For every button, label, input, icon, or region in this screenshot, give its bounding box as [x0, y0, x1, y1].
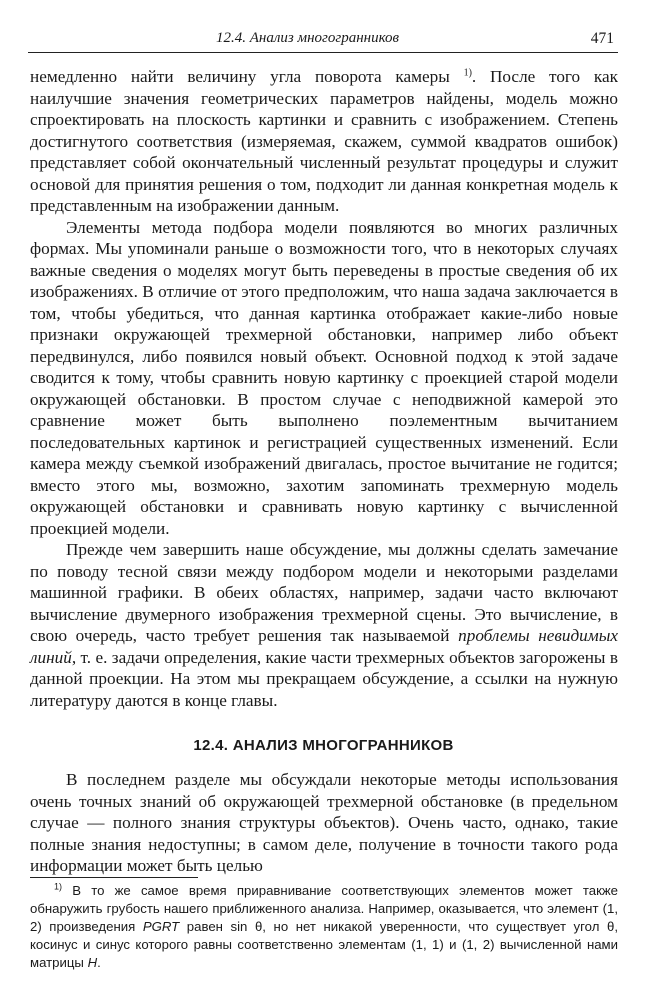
section-paragraph-1: В последнем разделе мы обсуждали некоторые методы использования очень точных знаний об окружающей трехмерной обстановке (в предельном случае — полного знания структуры объектов). Очень часто, однако, такие полные знания недоступны; в самом деле, получение в точности такого рода информации может быть целью: [30, 770, 618, 875]
paragraph-2: Элементы метода подбора модели появляются во многих различных формах. Мы упоминали раньше о возможности того, что в некоторых случаях важные сведения о моделях могут быть переведены в простые сведения об их изображениях. В отличие от этого предположим, что наша задача заключается в том, чтобы убедиться, что данная картинка отображает какие-либо новые признаки окружающей трехмерной обстановки, например либо объект передвинулся, либо появился новый объект. Основной подход к этой задаче сводится к тому, чтобы сравнить новую картинку с проекцией старой модели окружающей обстановки. В простом случае с неподвижной камерой это сравнение может быть выполнено поэлементным вычитанием последовательных картинок и регистрацией существенных изменений. Если камера между съемкой изображений двигалась, простое вычитание не годится; вместо этого мы, возможно, захотим запоминать трехмерную модель окружающей обстановки и сравнивать новую картинку с вычисленной проекцией модели.: [30, 217, 618, 538]
footnote-math-h: H: [87, 955, 98, 970]
footnote-divider: [30, 877, 198, 878]
page-number: 471: [590, 30, 614, 47]
section-text: [30, 769, 618, 877]
main-text: [30, 66, 618, 711]
page-header: [28, 28, 618, 53]
footnote-mark: 1): [54, 881, 63, 892]
footnote-reference: 1): [463, 67, 472, 79]
running-title: 12.4. Анализ многогранников: [216, 30, 400, 46]
footnote-text-c: .: [97, 955, 101, 970]
paragraph-3: [30, 539, 618, 711]
paragraph-1-text: немедленно найти величину угла поворота камеры: [30, 67, 464, 86]
footnote-math-pgrt: PGRT: [142, 919, 180, 934]
paragraph-3-part-a: Прежде чем завершить наше обсуждение, мы должны сделать замечание по поводу тесной связи между подбором модели и некоторыми разделами машинной графики. В обеих областях, например, задачи часто включают вычисление двумерного изображения трехмерной сцены. Это вычисление, в свою очередь, часто требует решения так называемой: [30, 540, 618, 645]
hidden-lines-term: проблемы невидимых линий: [30, 626, 618, 667]
section-heading: 12.4. АНАЛИЗ МНОГОГРАННИКОВ: [193, 737, 454, 754]
footnote: [30, 882, 618, 972]
paragraph-3-part-b: , т. е. задачи определения, какие части трехмерных объектов загорожены в данной проекции. На этом мы прекращаем обсуждение, а ссылки на нужную литературу даются в конце главы.: [30, 647, 618, 710]
paragraph-1: [30, 66, 618, 217]
paragraph-1-rest: . После того как наилучшие значения геометрических параметров найдены, модель можно спроектировать на плоскость картинки и сравнить с изображением. Степень достигнутого соответствия (измеряемая, скажем, суммой квадратов ошибок) представляет собой окончательный численный результат процедуры и служит основой для принятия решения о том, подходит ли данная конкретная модель к представленным на изображении данным.: [30, 67, 618, 215]
footnote-text-a: В то же самое время приравнивание соответствующих элементов может также обнаружить грубость нашего приближенного анализа. Например, оказывается, что элемент (1, 2) произведения: [30, 883, 618, 934]
footnote-text-b: равен sin θ, но нет никакой уверенности, что существует угол θ, косинус и синус которого равны соответственно элементам (1, 1) и (1, 2) вычисленной нами матрицы: [30, 919, 618, 970]
